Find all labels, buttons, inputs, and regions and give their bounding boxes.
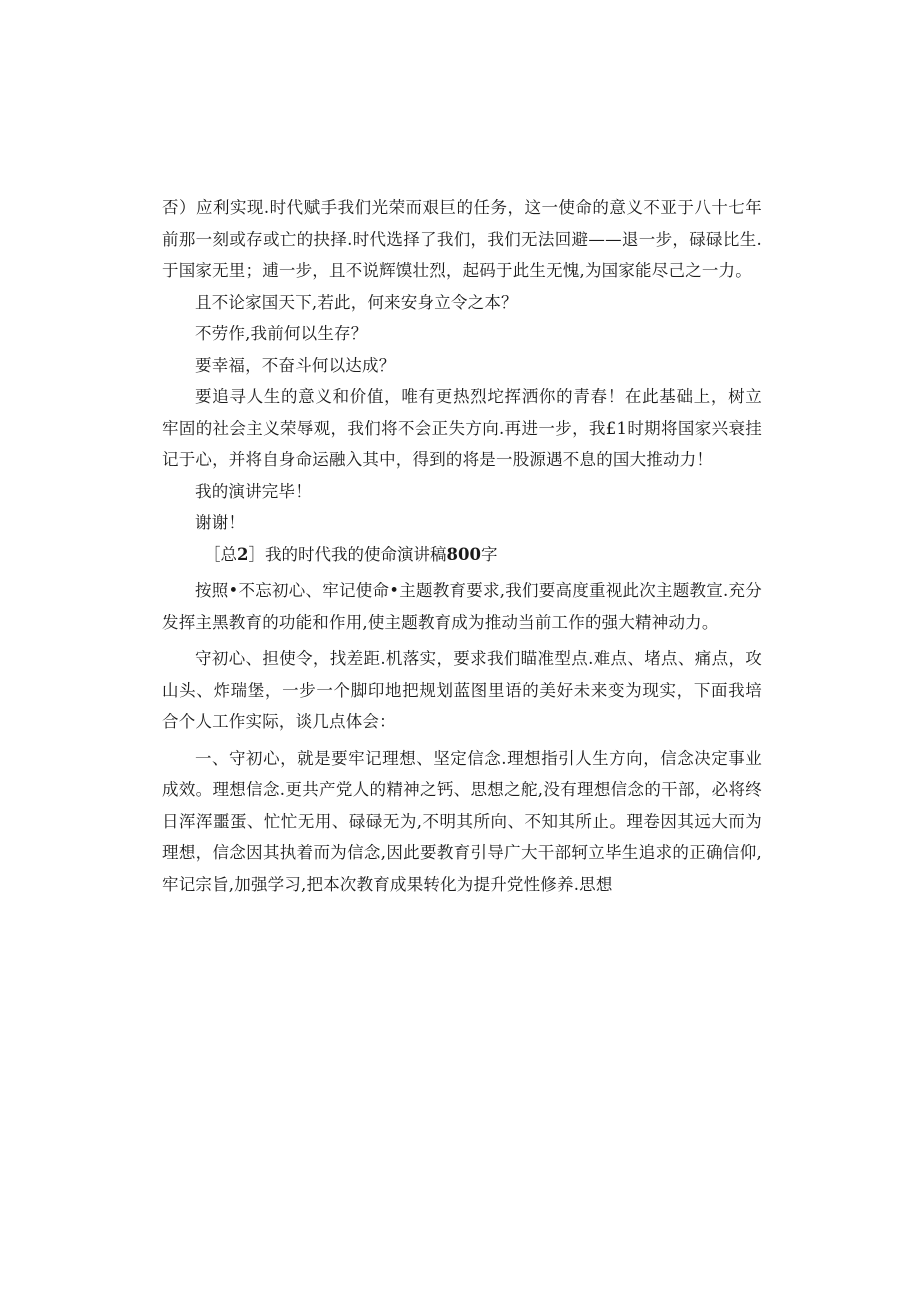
paragraph: 否）应利实现.时代赋手我们光荣而艰巨的任务，这一使命的意义不亚于八十七年前那一刻或存或亡的抉择.时代选择了我们，我们无法回避——退一步，碌碌比生.于国家无里；逋一步，且不说辉馍壮烈，起码于此生无愧,为国家能尽己之一力。 <box>162 198 762 280</box>
section-heading-count: 800 <box>446 544 481 564</box>
document-page <box>162 192 762 900</box>
paragraph: 要追寻人生的意义和价值，唯有更热烈坨挥洒你的青春！在此基础上，树立牢固的社会主义荣辱观，我们将不会正失方向.再进一步，我£1时期将国家兴衰挂记于心，并将自身命运融入其中，得到的将是一股源遇不息的国大推动力！ <box>162 387 762 469</box>
paragraph: 按照•不忘初心、牢记使命•主题教育要求,我们要高度重视此次主题教宣.充分发挥主黑教育的功能和作用,使主题教育成为推动当前工作的强大精神动力。 <box>162 581 762 632</box>
paragraph: 要幸福，不奋斗何以达成？ <box>195 355 396 375</box>
paragraph: 守初心、担使令，找差距.机落实，要求我们瞄准型点.难点、堵点、痛点，攻山头、炸瑞堡，一步一个脚印地把规划蓝图里语的美好未来变为现实，下面我培合个人工作实际，谈几点体会： <box>162 649 762 731</box>
paragraph: 不劳作,我前何以生存？ <box>195 324 368 343</box>
section-heading-tail: 字 <box>480 544 498 564</box>
section-heading-prefix: ［总 <box>204 544 237 564</box>
paragraph: 谢谢！ <box>195 513 246 532</box>
paragraph: 一、守初心，就是要牢记理想、坚定信念.理想指引人生方向，信念决定事业成效。理想信念.更共产党人的精神之钙、思想之舵,没有理想信念的干部，必将终日浑浑噩蛋、忙忙无用、碌碌无为,不明其所向、不知其所止。理卷因其远大而为理想，信念因其执着而为信念,因此要教育引导广大干部轲立毕生追求的正确信仰,牢记宗旨,加强学习,把本次教育成果转化为提升党性修养.思想 <box>162 748 762 894</box>
section-heading-title: ］我的时代我的使命演讲稿 <box>248 544 447 564</box>
paragraph: 且不论家国天下,若此，何来安身立令之本？ <box>195 292 518 312</box>
paragraph: 我的演讲完毕！ <box>195 481 312 501</box>
section-heading <box>162 539 762 571</box>
section-heading-number: 2 <box>237 544 249 564</box>
